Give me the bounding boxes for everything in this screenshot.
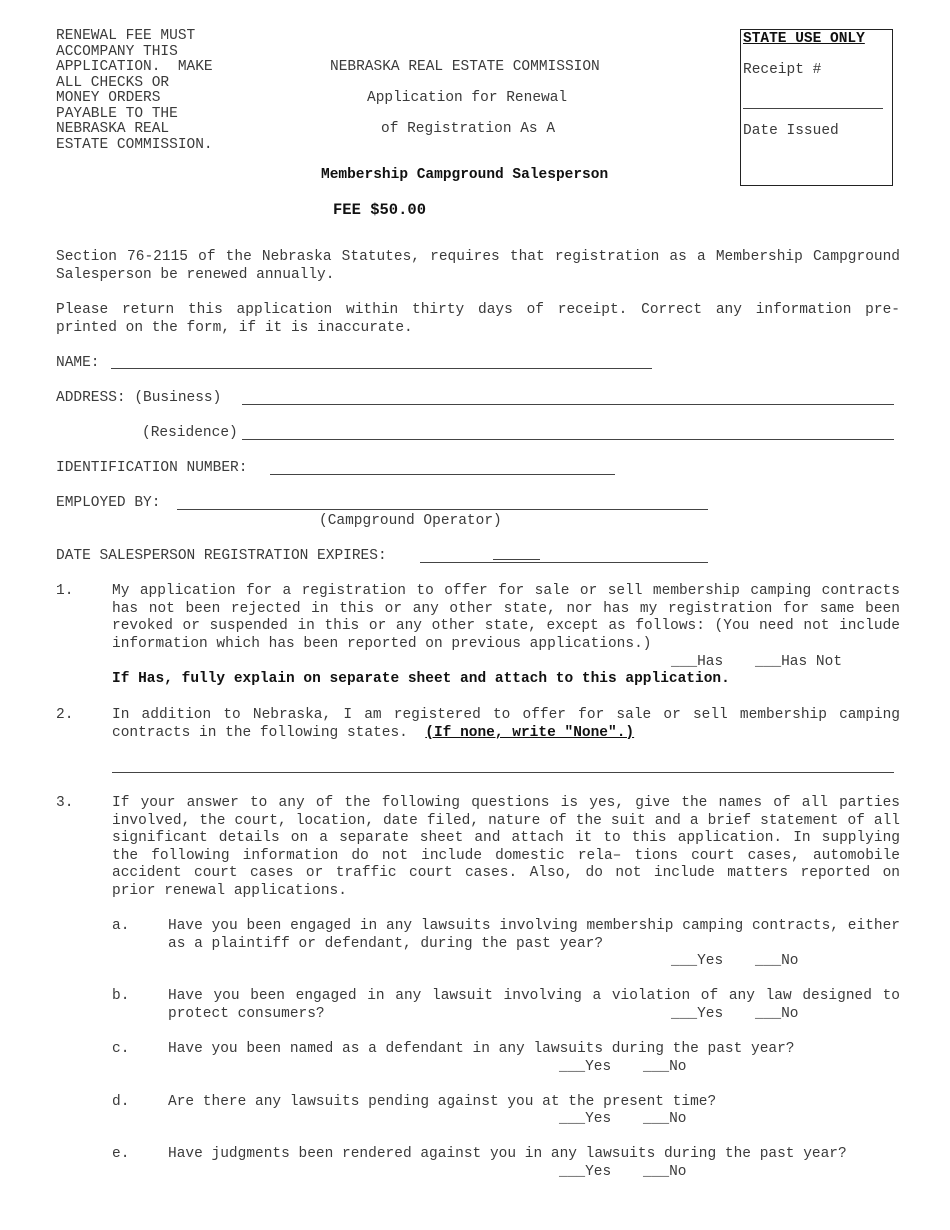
name-label: NAME: [56,355,100,371]
question-3-text: If your answer to any of the following questions is yes, give the names of all parties involved, the court, location, date filed, nature of the suit and a brief statement of all significant details on a separate sheet and attach it to this application. In supplying the following information do not include domestic rela– tions court cases, automobile accident court cases or traffic court cases. Also, do not include matters reported on prior renewal applications. [112,795,900,899]
sub-question-letter: d. [112,1094,130,1110]
address-business-label: ADDRESS: (Business) [56,390,222,406]
fee-notice-line: ALL CHECKS OR [56,75,170,91]
q3e-yes-option[interactable]: ___Yes [559,1164,612,1180]
q3b-yes-option[interactable]: ___Yes [671,1006,724,1022]
question-3-number: 3. [56,795,74,811]
fee-notice-line: PAYABLE TO THE [56,106,178,122]
commission-name: NEBRASKA REAL ESTATE COMMISSION [330,59,600,75]
sub-question-letter: c. [112,1041,130,1057]
q3c-no-option[interactable]: ___No [643,1059,687,1075]
question-2-number: 2. [56,707,74,723]
sub-question-a-text: Have you been engaged in any lawsuits involving membership camping contracts, either as a plaintiff or defendant, during the past year? [168,918,900,952]
sub-question-e-text: Have judgments been rendered against you in any lawsuits during the past year? [168,1146,847,1162]
sub-question-letter: b. [112,988,130,1004]
identification-number-label: IDENTIFICATION NUMBER: [56,460,248,476]
date-issued-label: Date Issued [743,123,839,139]
question-1-text: My application for a registration to offer for sale or sell membership camping contracts has not been rejected in this or any other state, nor has my registration for same been revoked or suspended in this or any other state, except as follows: (You need not include information which has been reported on previous applications.) [112,583,900,652]
intro-paragraph-1: Section 76-2115 of the Nebraska Statutes, requires that registration as a Membership Campground Salesperson be renewed annually. [56,249,900,283]
state-use-box [740,29,893,186]
identification-number-field[interactable] [270,474,615,475]
address-residence-label: (Residence) [142,425,238,441]
expiration-date-field[interactable] [420,562,708,563]
fee-notice-line: RENEWAL FEE MUST [56,28,196,44]
question-1-number: 1. [56,583,74,599]
sub-question-letter: e. [112,1146,130,1162]
employed-by-label: EMPLOYED BY: [56,495,161,511]
fee-notice-line: NEBRASKA REAL [56,121,170,137]
receipt-line[interactable] [743,108,883,109]
q3a-no-option[interactable]: ___No [755,953,799,969]
question-2-text: In addition to Nebraska, I am registered to offer for sale or sell membership camping contracts in the following states. [112,707,900,741]
application-subtitle: of Registration As A [381,121,556,137]
q3e-no-option[interactable]: ___No [643,1164,687,1180]
q3a-yes-option[interactable]: ___Yes [671,953,724,969]
fee-notice-line: ACCOMPANY THIS [56,44,178,60]
address-business-field[interactable] [242,404,894,405]
expiration-date-label: DATE SALESPERSON REGISTRATION EXPIRES: [56,548,387,564]
sub-question-letter: a. [112,918,130,934]
q3b-no-option[interactable]: ___No [755,1006,799,1022]
expiration-date-segment [493,559,540,560]
fee-notice-line: ESTATE COMMISSION. [56,137,213,153]
q3d-no-option[interactable]: ___No [643,1111,687,1127]
campground-operator-caption: (Campground Operator) [319,513,502,529]
fee-notice-line: APPLICATION. MAKE [56,59,213,75]
sub-question-c-text: Have you been named as a defendant in any lawsuits during the past year? [168,1041,795,1057]
intro-paragraph-2: Please return this application within thirty days of receipt. Correct any information pre-printed on the form, if it is inaccurate. [56,302,900,336]
question-2-note: (If none, write "None".) [425,724,635,741]
fee-amount: FEE $50.00 [333,201,427,219]
application-title: Application for Renewal [367,90,568,106]
employed-by-field[interactable] [177,509,708,510]
state-use-title: STATE USE ONLY [743,31,865,47]
question-2-block [112,707,900,742]
receipt-label: Receipt # [743,62,822,78]
sub-question-d-text: Are there any lawsuits pending against you at the present time? [168,1094,717,1110]
q3d-yes-option[interactable]: ___Yes [559,1111,612,1127]
position-title: Membership Campground Salesperson [321,167,609,183]
address-residence-field[interactable] [242,439,894,440]
name-field[interactable] [111,368,652,369]
fee-notice-line: MONEY ORDERS [56,90,161,106]
q1-has-option[interactable]: ___Has [671,654,724,670]
q3c-yes-option[interactable]: ___Yes [559,1059,612,1075]
question-1-instruction: If Has, fully explain on separate sheet and attach to this application. [112,671,730,687]
states-registered-field[interactable] [112,772,894,773]
sub-question-b-text: Have you been engaged in any lawsuit involving a violation of any law designed to protect consumers? [168,988,900,1022]
q1-has-not-option[interactable]: ___Has Not [755,654,843,670]
